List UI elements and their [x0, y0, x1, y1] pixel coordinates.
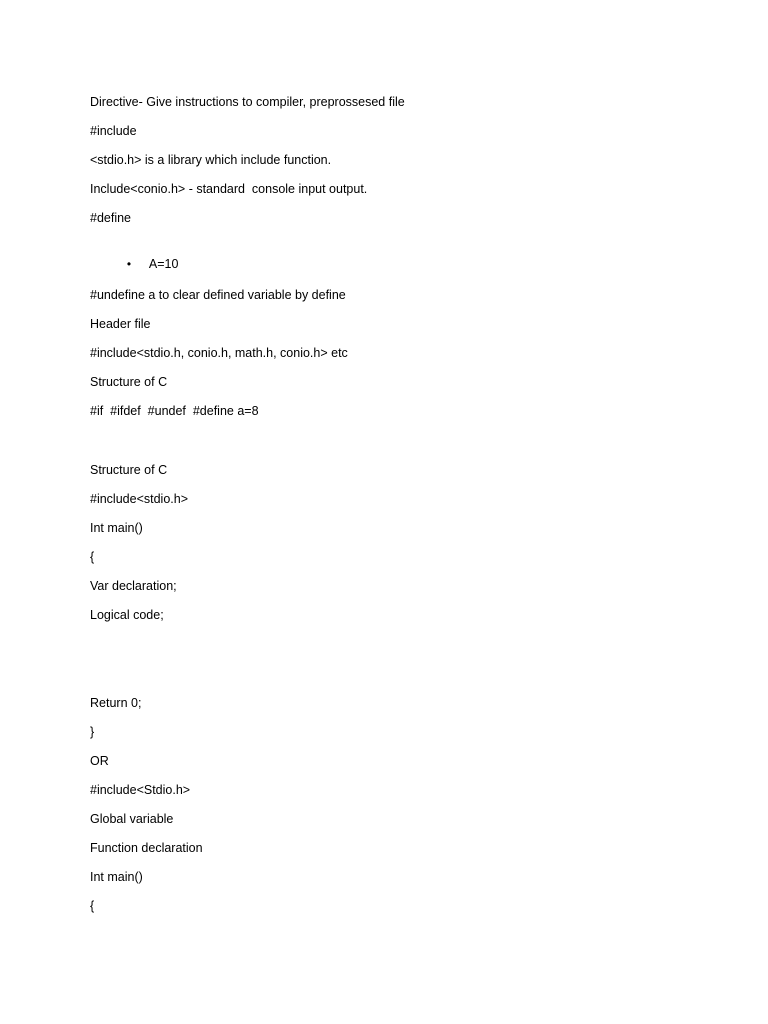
text-line: } — [90, 725, 95, 739]
text-line: Global variable — [90, 812, 174, 826]
text-line: <stdio.h> is a library which include function. — [90, 153, 332, 167]
text-line: Directive- Give instructions to compiler, preprossesed file — [90, 95, 405, 109]
text-line: OR — [90, 754, 109, 768]
text-line: Int main() — [90, 521, 143, 535]
text-line: Logical code; — [90, 608, 164, 622]
text-line: #if #ifdef #undef #define a=8 — [90, 404, 259, 418]
text-line: #include<stdio.h, conio.h, math.h, conio.h> etc — [90, 346, 348, 360]
text-line: #define — [90, 211, 132, 225]
text-line: Structure of C — [90, 375, 168, 389]
text-line: Include<conio.h> - standard console input output. — [90, 182, 368, 196]
text-line: #include — [90, 124, 137, 138]
text-line: #include<stdio.h> — [90, 492, 188, 506]
text-line: Structure of C — [90, 463, 168, 477]
text-line: { — [90, 550, 95, 564]
text-line: { — [90, 899, 95, 913]
text-line: Return 0; — [90, 696, 142, 710]
text-line: #undefine a to clear defined variable by define — [90, 288, 346, 302]
bullet-list-item — [113, 240, 178, 288]
text-line: Var declaration; — [90, 579, 177, 593]
bullet-text: A=10 — [148, 257, 179, 271]
bullet-icon: • — [126, 257, 132, 271]
text-line: Header file — [90, 317, 151, 331]
text-line: Function declaration — [90, 841, 203, 855]
text-line: #include<Stdio.h> — [90, 783, 191, 797]
text-line: Int main() — [90, 870, 143, 884]
